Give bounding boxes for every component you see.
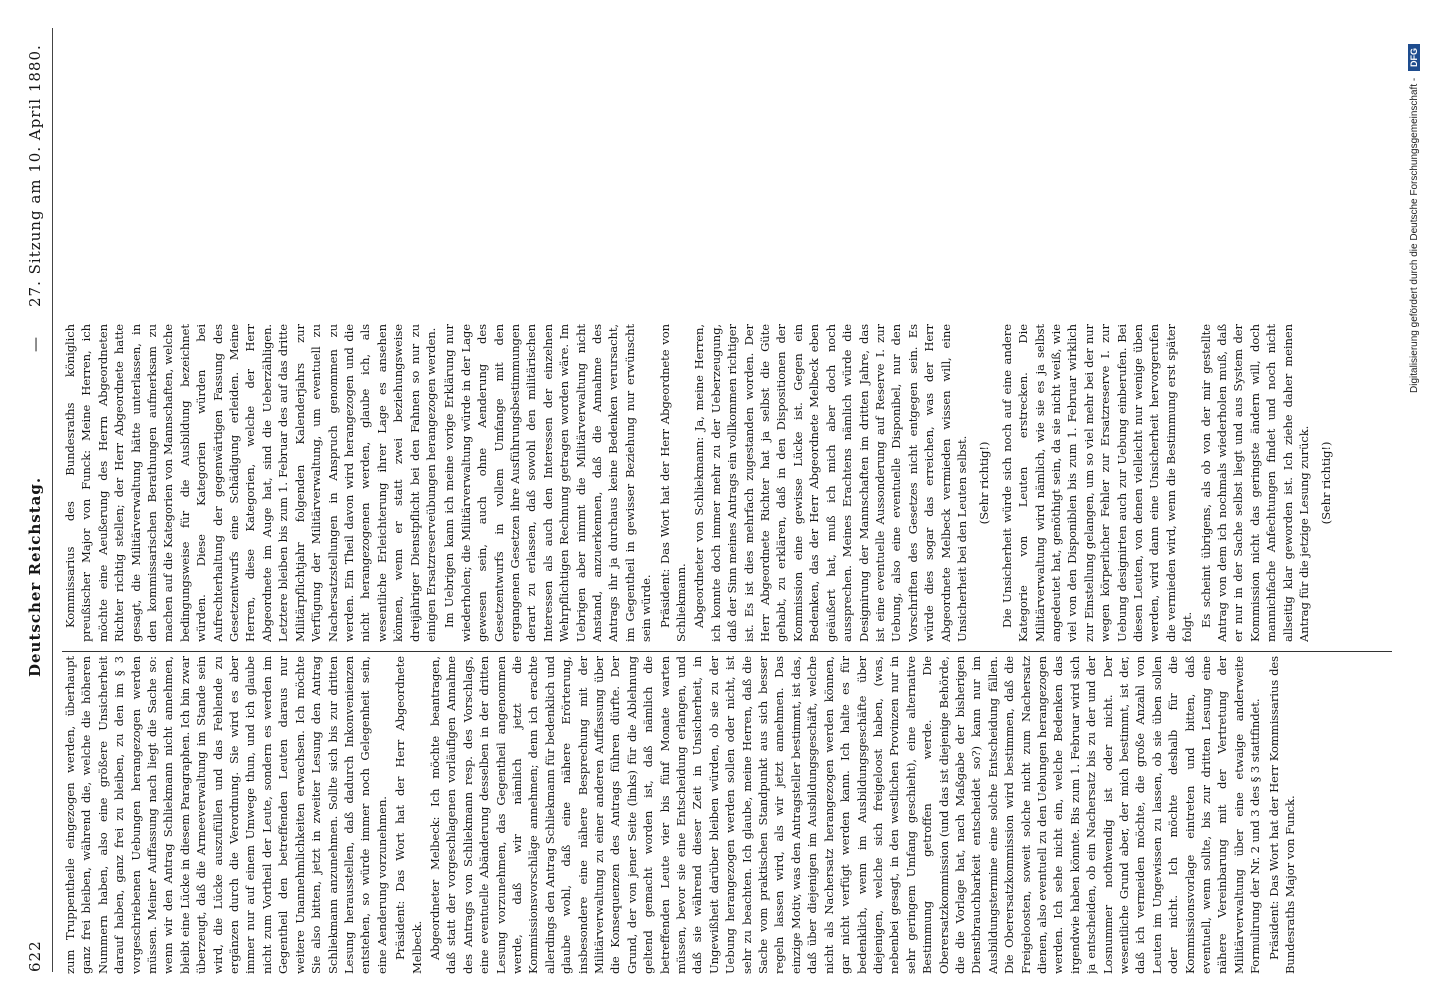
publication-title: Deutscher Reichstag. [26,476,44,677]
paragraph: Präsident: Das Wort hat der Herr Abgeordnete Melbeck. [393,656,424,974]
paragraph: Kommissarius des Bundesraths königlich preußischer Major von Funck: Meine Herren, ich möchte eine Aeußerung des Herrn Abgeordneten Richter richtig stellen; der Herr Abgeordnete hatte gesagt, die Militärverwaltung hätte unterlassen, in den kommissarischen Berathungen aufmerksam zu machen auf die Kategorien von Mannschaften, welche bedingungsweise für die Ausbildung bezeichnet würden. Diese Kategorien würden bei Aufrechterhaltung der gegenwärtigen Fassung des Gesetzentwurfs eine Schädigung erleiden. Meine Herren, diese Kategorien, welche der Herr Abgeordnete im Auge hat, sind die Ueberzähligen. Letztere bleiben bis zum 1. Februar des auf das dritte Militärpflichtjahr folgenden Kalenderjahrs zur Verfügung der Militärverwaltung, um eventuell zu Nachersatzstellungen in Anspruch genommen zu werden. Ein Theil davon wird herangezogen und die nicht herangezogenen werden, glaube ich, als wesentliche Erleichterung ihrer Lage es ansehen können, wenn er statt zwei beziehungsweise dreijähriger Dienstpflicht bei den Fahnen so nur zu einigen Ersatzreserveübungen herangezogen werden. [63,324,438,642]
interjection: (Sehr richtig!) [1319,441,1334,525]
text-column-left [62,656,1392,974]
credit-text: Digitalisierung gefördert durch die Deutsche Forschungsgemeinschaft - [1409,77,1420,393]
text-column-right [62,324,1392,642]
dfg-logo: DFG [1408,44,1420,71]
paragraph: Im Uebrigen kann ich meine vorige Erklärung nur wiederholen; die Militärverwaltung würde in der Lage gewesen sein, auch ohne Aenderung des Gesetzentwurfs in vollem Umfange mit den ergangenen Gesetzen ihre Ausführungsbestimmungen derart zu erlassen, daß sowohl den militärischen Interessen als auch den Interessen der einzelnen Wehrpflichtigen Rechnung getragen worden wäre. Im Uebrigen aber nimmt die Militärverwaltung nicht Anstand, anzuerkennen, daß die Annahme des Antrags ihr ja durchaus keine Bedenken verursacht, im Gegentheil in gewisser Beziehung nur erwünscht sein würde. [442,324,654,642]
column-divider [62,651,1392,652]
paragraph: Abgeordneter Melbeck: Ich möchte beantragen, daß statt der vorgeschlagenen vorläufigen Annahme des Antrags von Schliekmann resp. des Vorschlags, eine eventuelle Abänderung desselben in der dritten Lesung vorzunehmen, das Gegentheil angenommen werde, daß wir nämlich jetzt die Kommissionsvorschläge annehmen; denn ich erachte allerdings den Antrag Schliekmann für bedenklich und glaube wohl, daß eine nähere Erörterung, insbesondere eine nähere Besprechung mit der Militärverwaltung zu einer anderen Auffassung über die Konsequenzen des Antrags führen dürfte. Der Grund, der von jener Seite (links) für die Ablehnung geltend gemacht worden ist, daß nämlich die betreffenden Leute vier bis fünf Monate warten müssen, bevor sie eine Entscheidung erlangen, und daß sie während dieser Zeit in Unsicherheit, in Ungewißheit darüber bleiben würden, ob sie zu der Uebung herangezogen werden sollen oder nicht, ist sehr zu beachten. Ich glaube, meine Herren, daß die Sache vom praktischen Standpunkt aus sich besser regeln lassen wird, als wir jetzt annehmen. Das einzige Motiv, was den Antragsteller bestimmt, ist das, daß über diejenigen im Ausbildungsgeschäft, welche nicht als Nachersatz herangezogen werden können, gar nicht verfügt werden kann. Ich halte es für bedenklich, wenn im Ausbildungsgeschäfte über diejenigen, welche sich freigeloost haben, (was, nebenbei gesagt, in den westlichen Provinzen nur in sehr geringem Umfang geschieht), eine alternative Bestimmung getroffen werde. Die Oberersatzkommission (und das ist diejenige Behörde, die die Vorlage hat, nach Maßgabe der bisherigen Dienstbrauchbarkeit entscheidet so?) kann nur im Ausbildungstermine eine solche Entscheidung fällen. Die Oberersatzkommission wird bestimmen, daß die Freigeloosten, soweit solche nicht zum Nachersatz dienen, also eventuell zu den Uebungen herangezogen werden. Ich sehe nicht ein, welche Bedenken das irgendwie haben könnte. Bis zum 1. Februar wird sich ja entscheiden, ob ein Nachersatz bis zu der und der Losnummer nothwendig ist oder nicht. Der wesentliche Grund aber, der mich bestimmt, ist der, daß ich vermeiden möchte, die große Anzahl von Leuten im Ungewissen zu lassen, ob sie üben sollen oder nicht. Ich möchte deshalb für die Kommissionsvorlage eintreten und bitten, daß eventuell, wenn sollte, bis zur dritten Lesung eine nähere Vereinbarung mit der Vertretung der Militärverwaltung über eine etwaige anderweite Formulirung der Nr. 2 und 3 des § 3 stattfindet. [427,656,1263,974]
paragraph: Abgeordneter von Schliekmann: Ja, meine Herren, ich konnte doch immer mehr zu der Ueberzeugung, daß der Sinn meines Antrags ein vollkommen richtiger ist. Es ist dies mehrfach zugestanden worden. Der Herr Abgeordnete Richter hat ja selbst die Güte gehabt, zu erklären, daß in den Dispositionen der Kommission eine gewisse Lücke ist. Gegen ein Bedenken, das der Herr Abgeordnete Melbeck eben geäußert hat, muß ich mich aber doch noch aussprechen. Meines Erachtens nämlich würde die Designirung der Mannschaften im dritten Jahre, das ist eine eventuelle Aussonderung auf Reserve I. zur Uebung, also eine eventuelle Disponibel, nur den Vorschriften des Gesetzes nicht entgegen sein. Es würde dies sogar das erreichen, was der Herr Abgeordnete Melbeck vermieden wissen will, eine Unsicherheit bei den Leuten selbst. [692,324,969,642]
header-dash: — [26,336,44,352]
paragraph: zum Truppentheile eingezogen werden, überhaupt ganz frei bleiben, während die, welche die höheren Nummern haben, also eine größere Unsicherheit darauf haben, ganz frei zu bleiben, zu den im § 3 vorgeschriebenen Uebungen herangezogen werden müssen. Meiner Auffassung nach liegt die Sache so: wenn wir den Antrag Schliekmann nicht annehmen, bleibt eine Lücke in diesem Paragraphen. Ich bin zwar überzeugt, daß die Armeeverwaltung im Stande sein wird, die Lücke auszufüllen und das Fehlende zu ergänzen durch die Verordnung. Sie wird es aber immer nur auf einem Umwege thun, und ich glaube nicht zum Vortheil der Leute, sondern es werden im Gegentheil den betreffenden Leuten daraus nur weitere Unannehmlichkeiten erwachsen. Ich möchte Sie also bitten, jetzt in zweiter Lesung den Antrag Schliekmann anzunehmen. Sollte sich bis zur dritten Lesung herausstellen, daß dadurch Inkonvenienzen entstehen, so würde immer noch Gelegenheit sein, eine Aenderung vorzunehmen. [63,656,389,974]
paragraph: Die Unsicherheit würde sich noch auf eine andere Kategorie von Leuten erstrecken. Die Militärverwaltung wird nämlich, wie sie es ja selbst angedeutet hat, genöthigt sein, da sie nicht weiß, wie viel von den Disponiblen bis zum 1. Februar wirklich zur Einstellung gelangen, um so viel mehr bei der nur wegen körperlicher Fehler zur Ersatzreserve I. zur Uebung designirten auch zur Uebung einberufen. Bei diesen Leuten, von denen vielleicht nur wenige üben werden, wird dann eine Unsicherheit hervorgerufen die vermieden wird, wenn die Bestimmung erst später folgt. [999,324,1195,642]
paragraph: Es scheint übrigens, als ob von der mir gestellte Antrag von dem ich nochmals wiederholen muß, daß er nur in der Sache selbst liegt und aus System der Kommission nicht das geringste ändern will, doch mannichfache Anfechtungen findet und noch nicht allseitig klar geworden ist. Ich ziehe daher meinen Antrag für die jetzige Lesung zurück. [1198,324,1312,642]
header-rule [52,28,53,972]
page-header [20,28,50,972]
page-number: 622 [26,940,44,972]
digitization-credit [1408,44,1426,964]
paragraph: Präsident: Das Wort hat der Herr Kommissarius des Bundesraths Major von Funck. [1266,656,1298,974]
paragraph: Präsident: Das Wort hat der Herr Abgeordnete von Schliekmann. [657,324,689,642]
interjection: (Sehr richtig!) [977,441,992,525]
session-title: 27. Sitzung am 10. April 1880. [26,44,44,307]
